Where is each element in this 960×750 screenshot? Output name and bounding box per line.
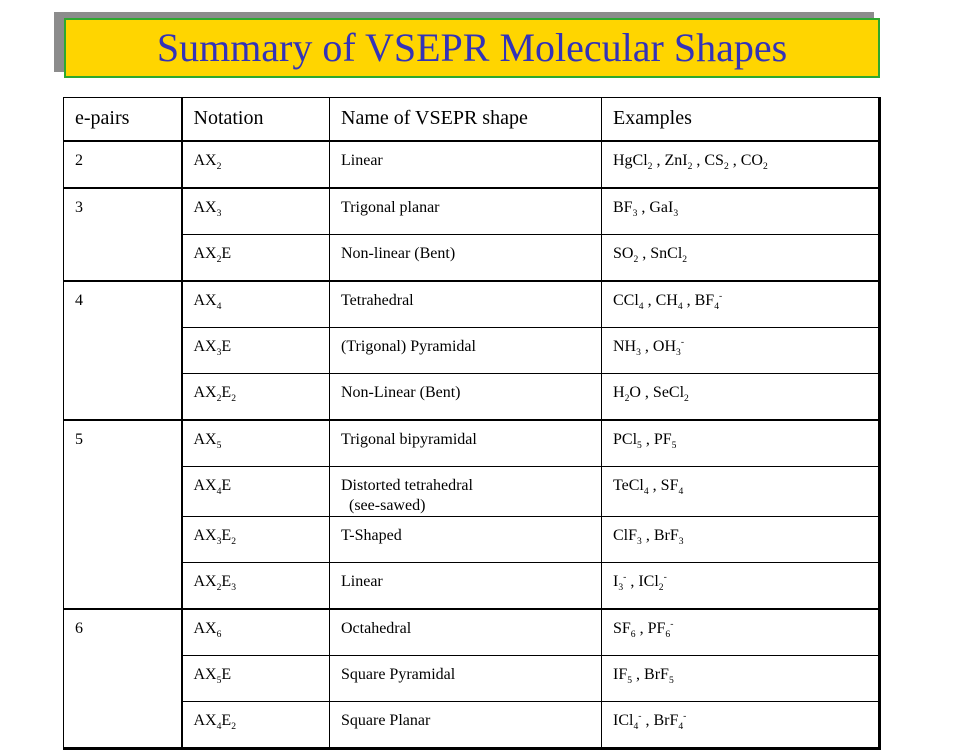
- epairs-cell: 2: [64, 141, 182, 188]
- epairs-cell: 6: [64, 609, 182, 749]
- table-row: [64, 235, 880, 282]
- shape-cell: Trigonal bipyramidal: [330, 420, 602, 467]
- notation-cell: $AX_4$: [182, 281, 330, 328]
- header-epairs: e-pairs: [64, 98, 182, 142]
- header-shape: Name of VSEPR shape: [330, 98, 602, 142]
- shape-cell: Linear: [330, 563, 602, 610]
- table-row: [64, 656, 880, 702]
- shape-cell: Non-linear (Bent): [330, 235, 602, 282]
- notation-cell: $AX_5E$: [182, 656, 330, 702]
- notation-cell: $AX_4E$: [182, 467, 330, 517]
- table-body: [64, 141, 880, 749]
- shape-cell: Square Planar: [330, 702, 602, 749]
- table-row: [64, 517, 880, 563]
- notation-cell: $AX_3E$: [182, 328, 330, 374]
- table-row: [64, 467, 880, 517]
- examples-cell: $IF_5$ , BrF$_5$: [602, 656, 880, 702]
- table-row: [64, 328, 880, 374]
- examples-cell: ICl$_4$- , BrF$_4$-: [602, 702, 880, 749]
- shape-cell: Linear: [330, 141, 602, 188]
- examples-cell: CCl$_4$ , $CH_4$ , $BF_4^-$: [602, 281, 880, 328]
- shape-cell: (Trigonal) Pyramidal: [330, 328, 602, 374]
- notation-cell: $AX_6$: [182, 609, 330, 656]
- shape-cell: T-Shaped: [330, 517, 602, 563]
- notation-cell: $AX_3E_2$: [182, 517, 330, 563]
- header-notation: Notation: [182, 98, 330, 142]
- examples-cell: HgCl$_2$ , ZnI$_2$ , $CS_2$ , $CO_2$: [602, 141, 880, 188]
- page-title: Summary of VSEPR Molecular Shapes: [156, 25, 788, 70]
- table-row: [64, 420, 880, 467]
- shape-cell: Distorted tetrahedral (see-sawed): [330, 467, 602, 517]
- examples-cell: $H_2O$ , SeCl$_2$: [602, 374, 880, 421]
- shape-cell: Octahedral: [330, 609, 602, 656]
- header-row: [64, 98, 880, 142]
- table-row: [64, 281, 880, 328]
- examples-cell: TeCl$_4$ , $SF_4$: [602, 467, 880, 517]
- notation-cell: $AX_5$: [182, 420, 330, 467]
- notation-cell: $AX_2$: [182, 141, 330, 188]
- notation-cell: $AX_2E_3$: [182, 563, 330, 610]
- shape-cell: Square Pyramidal: [330, 656, 602, 702]
- table-row: [64, 141, 880, 188]
- examples-cell: ClF$_3$ , BrF$_3$: [602, 517, 880, 563]
- notation-cell: $AX_4E_2$: [182, 702, 330, 749]
- table-row: [64, 609, 880, 656]
- epairs-cell: 3: [64, 188, 182, 281]
- notation-cell: $AX_2E_2$: [182, 374, 330, 421]
- shape-cell: Non-Linear (Bent): [330, 374, 602, 421]
- shape-cell: Trigonal planar: [330, 188, 602, 235]
- vsepr-table: [63, 97, 881, 750]
- table-row: [64, 563, 880, 610]
- table-row: [64, 188, 880, 235]
- examples-cell: PCl$_5$ , $PF_5$: [602, 420, 880, 467]
- examples-cell: $BF_3$ , GaI$_3$: [602, 188, 880, 235]
- examples-cell: $I_3^-$ , ICl$_2$-: [602, 563, 880, 610]
- header-examples: Examples: [602, 98, 880, 142]
- epairs-cell: 5: [64, 420, 182, 609]
- table-row: [64, 374, 880, 421]
- examples-cell: $SF_6$ , $PF_6^-$: [602, 609, 880, 656]
- epairs-cell: 4: [64, 281, 182, 420]
- shape-cell: Tetrahedral: [330, 281, 602, 328]
- examples-cell: $SO_2$ , SnCl$_2$: [602, 235, 880, 282]
- notation-cell: $AX_3$: [182, 188, 330, 235]
- examples-cell: $NH_3$ , $OH_3^-$: [602, 328, 880, 374]
- notation-cell: $AX_2E$: [182, 235, 330, 282]
- title-banner: [64, 18, 880, 78]
- table-row: [64, 702, 880, 749]
